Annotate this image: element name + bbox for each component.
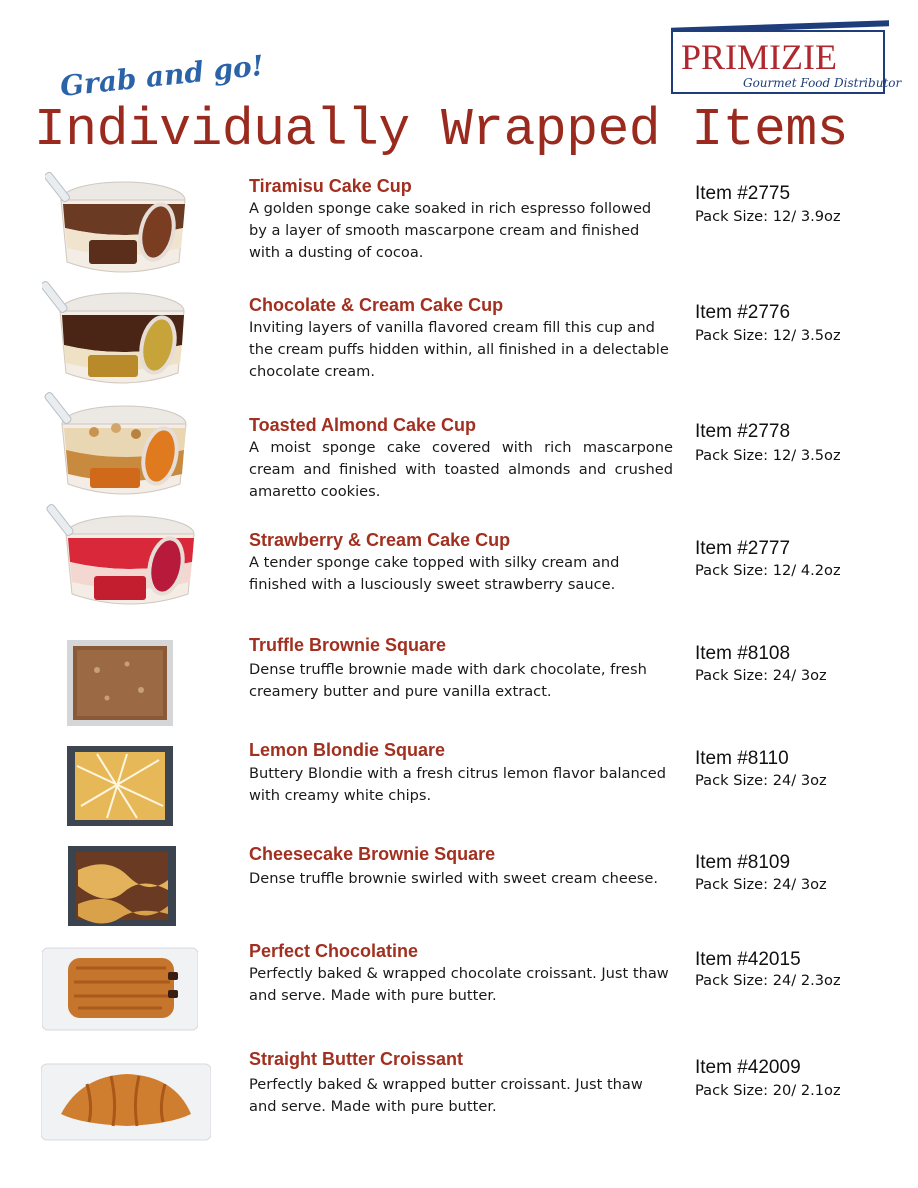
product-description: Dense truffle brownie made with dark chocolate, fresh creamery butter and pure vanilla extract. — [249, 661, 647, 700]
pack-size: Pack Size: 12/ 4.2oz — [695, 562, 841, 579]
page-title: Individually Wrapped Items — [34, 100, 848, 160]
product-description: A moist sponge cake covered with rich mascarpone cream and finished with toasted almonds and crushed amaretto cookies. — [249, 439, 673, 500]
truffle-brownie-image — [67, 640, 173, 726]
pack-size: Pack Size: 24/ 3oz — [695, 772, 827, 789]
product-description: Perfectly baked & wrapped chocolate croissant. Just thaw and serve. Made with pure butter. — [249, 965, 669, 1004]
pack-size: Pack Size: 24/ 3oz — [695, 876, 827, 893]
product-description: A golden sponge cake soaked in rich espresso followed by a layer of smooth mascarpone cream and finished with a dusting of cocoa. — [249, 200, 652, 261]
chocolate-cream-cup-image — [42, 279, 190, 389]
pack-size: Pack Size: 24/ 2.3oz — [695, 972, 841, 989]
pack-size: Pack Size: 12/ 3.5oz — [695, 327, 841, 344]
item-number: Item #8109 — [695, 852, 791, 873]
logo-tagline: Gourmet Food Distributor — [743, 76, 902, 90]
product-name: Straight Butter Croissant — [249, 1049, 464, 1069]
product-name: Tiramisu Cake Cup — [249, 176, 412, 196]
product-description: A tender sponge cake topped with silky cream and finished with a lusciously sweet strawberry sauce. — [249, 554, 620, 593]
item-number: Item #8110 — [695, 748, 789, 769]
product-name: Chocolate & Cream Cake Cup — [249, 295, 504, 315]
pack-size: Pack Size: 20/ 2.1oz — [695, 1082, 841, 1099]
primizie-logo — [671, 24, 902, 96]
product-name: Toasted Almond Cake Cup — [249, 415, 477, 435]
product-name: Strawberry & Cream Cake Cup — [249, 530, 511, 550]
product-name: Cheesecake Brownie Square — [249, 844, 496, 864]
logo-brand: PRIMIZIE — [681, 37, 837, 77]
item-number: Item #2776 — [695, 302, 791, 323]
item-number: Item #2778 — [695, 421, 791, 442]
product-name: Perfect Chocolatine — [249, 941, 419, 961]
item-number: Item #8108 — [695, 643, 791, 664]
product-name: Lemon Blondie Square — [249, 740, 446, 760]
product-description: Dense truffle brownie swirled with sweet cream cheese. — [249, 870, 659, 887]
butter-croissant-image — [41, 1062, 211, 1142]
pack-size: Pack Size: 24/ 3oz — [695, 667, 827, 684]
grab-and-go-tagline: Grab and go! — [58, 48, 266, 103]
chocolatine-image — [42, 944, 198, 1034]
pack-size: Pack Size: 12/ 3.9oz — [695, 208, 841, 225]
product-description: Inviting layers of vanilla flavored cream fill this cup and the cream puffs hidden within, all finished in a delectable chocolate cream. — [249, 319, 669, 380]
item-number: Item #42009 — [695, 1057, 801, 1078]
tiramisu-cup-image — [45, 170, 190, 278]
strawberry-cream-cup-image — [46, 502, 201, 610]
cheesecake-brownie-image — [68, 846, 176, 926]
item-number: Item #2775 — [695, 183, 791, 204]
toasted-almond-cup-image — [44, 390, 192, 500]
product-name: Truffle Brownie Square — [249, 635, 447, 655]
pack-size: Pack Size: 12/ 3.5oz — [695, 447, 841, 464]
product-description: Perfectly baked & wrapped butter croissant. Just thaw and serve. Made with pure butter. — [249, 1076, 643, 1115]
item-number: Item #2777 — [695, 538, 791, 559]
product-description: Buttery Blondie with a fresh citrus lemon flavor balanced with creamy white chips. — [249, 765, 667, 804]
lemon-blondie-image — [67, 746, 173, 826]
item-number: Item #42015 — [695, 949, 801, 970]
